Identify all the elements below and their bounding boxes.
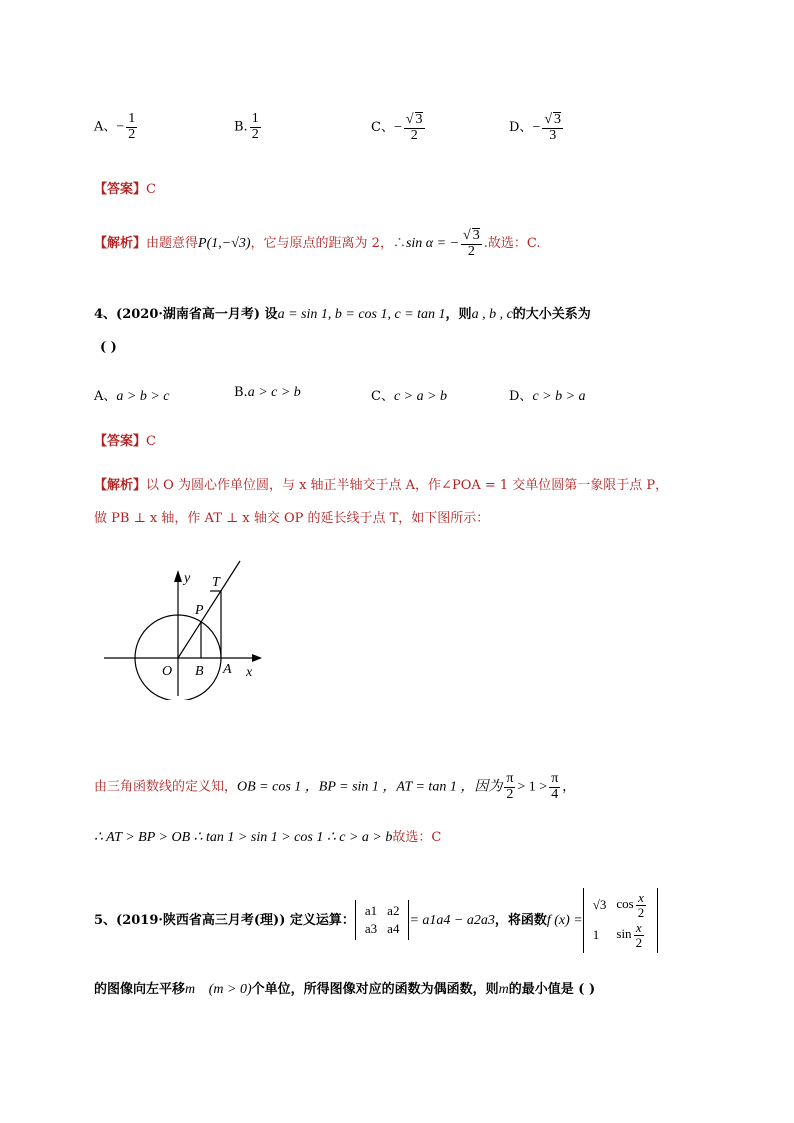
analysis-math: > 1 > xyxy=(517,779,548,795)
label-t: T xyxy=(212,575,220,590)
function-name: f (x) = xyxy=(546,912,583,928)
option-label: A、 xyxy=(94,119,117,135)
fraction-denominator: 2 xyxy=(637,904,645,920)
question-vars: a , b , c xyxy=(471,307,513,322)
analysis-fraction xyxy=(549,772,560,802)
option-label: D、 xyxy=(509,389,533,404)
det-cell: √3 xyxy=(592,897,607,913)
option-sign: − xyxy=(116,119,125,135)
option-label: A、 xyxy=(94,389,117,404)
x-axis-arrow xyxy=(252,654,262,662)
fraction-denominator: 3 xyxy=(549,127,557,143)
option-label: B. xyxy=(234,119,248,135)
option-text: c > b > a xyxy=(532,389,586,404)
fraction-numerator: x xyxy=(636,891,647,906)
q4-stem xyxy=(94,303,591,323)
fraction-numerator: √ 3 xyxy=(405,112,423,127)
label-y: y xyxy=(184,571,191,586)
analysis-text: ， xyxy=(562,779,576,795)
radicand: 3 xyxy=(554,112,562,127)
analysis-point: P(1,−√3) xyxy=(198,236,251,252)
q4-analysis-line1 xyxy=(94,474,668,493)
fraction-denominator: 2 xyxy=(467,243,475,259)
option-sign: − xyxy=(393,120,402,136)
question-var: m xyxy=(498,982,509,997)
question-text: ，将函数 xyxy=(494,912,547,928)
q3-analysis xyxy=(94,228,540,259)
option-text: a > c > b xyxy=(247,385,301,400)
det-cell: a1 xyxy=(364,903,378,919)
analysis-text: 由三角函数线的定义知， xyxy=(94,779,238,795)
q3-answer xyxy=(94,178,156,197)
det-cell: a2 xyxy=(387,903,400,919)
analysis-math: OB = cos 1 ，BP = sin 1 ，AT = tan 1 ，因为 xyxy=(237,779,503,795)
option-fraction xyxy=(126,112,137,142)
q5-line2 xyxy=(94,978,595,998)
label-x: x xyxy=(246,665,253,680)
det-cell xyxy=(611,890,653,920)
fn-name: cos xyxy=(616,896,634,912)
q4-option-b xyxy=(234,385,301,401)
fraction-numerator: π xyxy=(506,771,514,786)
q4-option-d xyxy=(509,385,586,405)
fraction-denominator: 4 xyxy=(551,786,559,802)
question-text: 个单位，所得图像对应的函数为偶函数，则 xyxy=(251,982,499,997)
analysis-text: 以 O 为圆心作单位圆，与 x 轴正半轴交于点 A，作∠POA = 1 交单位圆第一象限于点 P， xyxy=(146,478,669,493)
fraction-numerator: √ 3 xyxy=(544,112,562,127)
analysis-sin: sin α = − xyxy=(405,236,460,252)
question-condition: (m > 0) xyxy=(208,982,252,997)
option-sign: − xyxy=(532,120,541,136)
analysis-tag: 【解析】 xyxy=(94,478,147,493)
question-text: 的大小关系为 xyxy=(512,307,591,322)
option-text: a > b > c xyxy=(116,389,170,404)
option-label: B. xyxy=(234,385,248,400)
label-o: O xyxy=(162,664,173,679)
option-label: C、 xyxy=(371,389,394,404)
q3-option-c xyxy=(371,112,427,143)
determinant-definition xyxy=(355,900,410,940)
label-a: A xyxy=(223,662,232,677)
fraction-denominator: 2 xyxy=(506,786,514,802)
fraction-numerator: √ 3 xyxy=(463,228,480,243)
analysis-text: 故选：C xyxy=(392,830,442,845)
q3-option-b xyxy=(234,112,263,142)
fraction-numerator: 1 xyxy=(251,111,259,126)
option-label: C、 xyxy=(371,120,394,136)
det-cell xyxy=(611,920,653,950)
analysis-fraction xyxy=(461,228,482,259)
analysis-text: 由题意得 xyxy=(146,236,199,252)
fn-name: sin xyxy=(616,926,632,942)
q3-option-a xyxy=(94,112,139,142)
label-p: P xyxy=(195,603,204,618)
question-text: 的图像向左平移 xyxy=(94,982,186,997)
radicand: 3 xyxy=(472,228,480,243)
function-determinant xyxy=(583,888,658,953)
question-prefix: 4、(2020·湖南省高一月考) 设 xyxy=(94,307,278,322)
fraction-denominator: 2 xyxy=(635,934,643,950)
answer-value: C xyxy=(146,434,156,449)
question-prefix: 5、(2019·陕西省高三月考(理)) 定义运算： xyxy=(94,912,355,928)
q3-option-d xyxy=(509,112,565,143)
question-vars: a = sin 1, b = cos 1, c = tan 1 xyxy=(277,307,446,322)
answer-value: C xyxy=(146,182,156,197)
fn-arg xyxy=(634,921,645,949)
fraction-denominator: 2 xyxy=(410,127,418,143)
fraction-denominator: 2 xyxy=(251,126,259,142)
analysis-tag: 【解析】 xyxy=(94,236,147,252)
option-text: c > a > b xyxy=(393,389,448,404)
analysis-fraction xyxy=(504,772,515,802)
fraction-numerator: π xyxy=(551,771,559,786)
q4-analysis-line4 xyxy=(94,826,441,846)
q4-analysis-line3 xyxy=(94,772,575,802)
q5-stem xyxy=(94,888,658,953)
unit-circle-figure xyxy=(100,560,270,700)
answer-tag: 【答案】 xyxy=(94,434,147,449)
q4-option-a xyxy=(94,385,170,405)
analysis-math: ∴ AT > BP > OB ∴ tan 1 > sin 1 > cos 1 ∴ c > a > b xyxy=(94,830,393,845)
answer-tag: 【答案】 xyxy=(94,182,147,197)
q4-analysis-line2: 做 PB ⊥ x 轴，作 AT ⊥ x 轴交 OP 的延长线于点 T，如下图所示： xyxy=(94,511,490,526)
fraction-denominator: 2 xyxy=(128,126,136,142)
label-b: B xyxy=(195,664,204,679)
analysis-text: ，它与原点的距离为 2，∴ xyxy=(250,236,406,252)
q4-options xyxy=(94,385,694,405)
fraction-numerator: x xyxy=(634,921,645,936)
q4-paren: ( ) xyxy=(100,340,117,355)
radicand: 3 xyxy=(415,112,423,127)
det-result: = a1a4 − a2a3 xyxy=(409,912,495,928)
option-fraction xyxy=(404,112,425,143)
det-cell: a4 xyxy=(387,921,400,937)
option-fraction xyxy=(542,112,563,143)
question-var: m xyxy=(185,982,196,997)
question-text: ，则 xyxy=(445,307,472,322)
y-axis-arrow xyxy=(174,570,182,582)
q3-options xyxy=(94,108,694,148)
question-text: 的最小值是 ( ) xyxy=(508,982,596,997)
fraction-numerator: 1 xyxy=(128,111,136,126)
q4-answer xyxy=(94,430,156,449)
option-label: D、 xyxy=(509,120,533,136)
fn-arg xyxy=(636,891,647,919)
det-cell: a3 xyxy=(364,921,378,937)
analysis-text: .故选：C. xyxy=(483,236,541,252)
q4-option-c xyxy=(371,385,447,405)
option-fraction xyxy=(250,112,261,142)
det-cell: 1 xyxy=(592,927,600,943)
